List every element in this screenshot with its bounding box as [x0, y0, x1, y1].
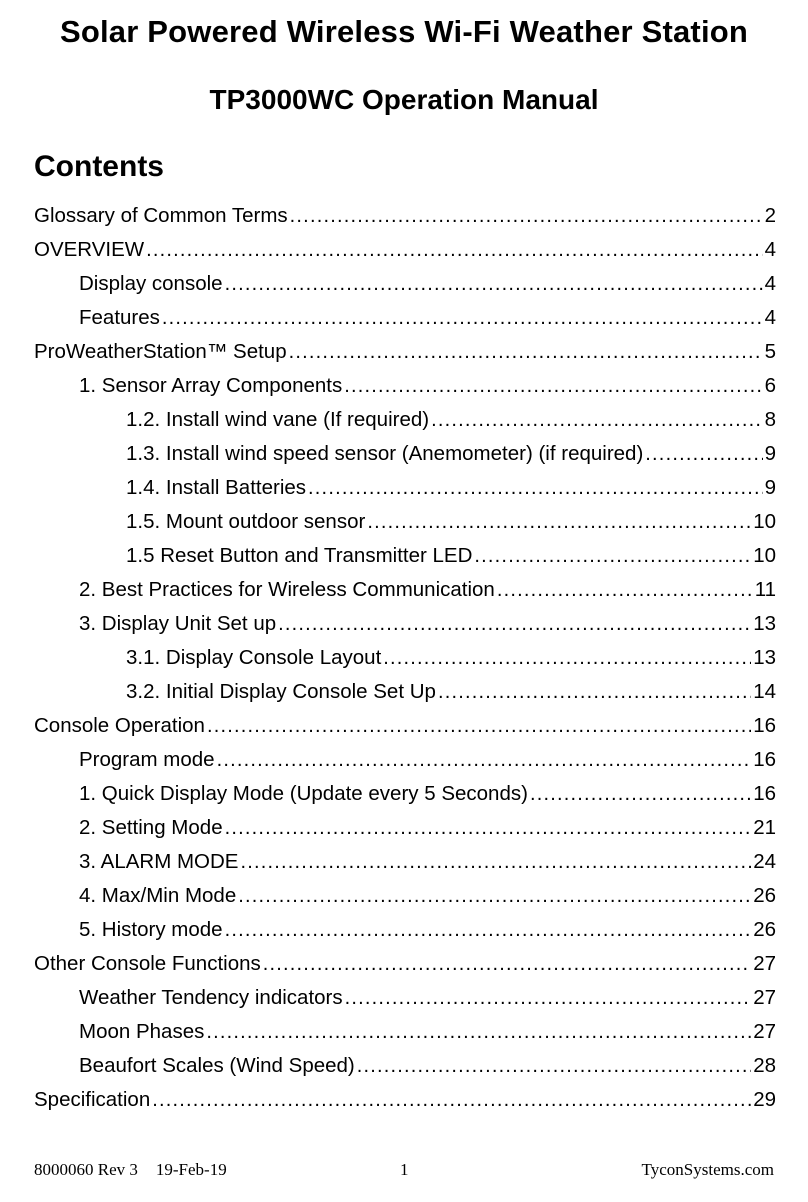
- toc-entry-page: 4: [764, 272, 776, 295]
- toc-entry-page: 2: [764, 204, 776, 227]
- toc-dot-leader: [497, 579, 753, 602]
- toc-dot-leader: [206, 1021, 751, 1044]
- toc-entry-page: 5: [764, 340, 776, 363]
- toc-dot-leader: [367, 511, 751, 534]
- toc-entry-title: Glossary of Common Terms: [34, 204, 288, 227]
- toc-entry-page: 4: [764, 238, 776, 261]
- toc-dot-leader: [431, 409, 762, 432]
- footer-company: TyconSystems.com: [641, 1160, 774, 1179]
- toc-dot-leader: [278, 613, 751, 636]
- toc-entry[interactable]: [34, 748, 776, 782]
- toc-entry-page: 21: [753, 816, 776, 839]
- toc-entry[interactable]: [34, 306, 776, 340]
- toc-entry[interactable]: [34, 1054, 776, 1088]
- toc-entry-page: 8: [764, 408, 776, 431]
- toc-entry-page: 11: [754, 578, 776, 601]
- document-title: Solar Powered Wireless Wi-Fi Weather Station: [59, 14, 749, 49]
- toc-entry-title: 3. Display Unit Set up: [79, 612, 277, 635]
- toc-entry-title: Display console: [79, 272, 223, 295]
- toc-entry-page: 13: [753, 646, 776, 669]
- toc-entry-title: 2. Setting Mode: [79, 816, 223, 839]
- toc-entry-title: 3.1. Display Console Layout: [126, 646, 382, 669]
- toc-dot-leader: [162, 307, 763, 330]
- toc-dot-leader: [207, 715, 751, 738]
- table-of-contents: [34, 204, 776, 1122]
- toc-entry[interactable]: [34, 442, 776, 476]
- toc-dot-leader: [225, 273, 763, 296]
- toc-dot-leader: [289, 341, 763, 364]
- toc-entry-title: Program mode: [79, 748, 215, 771]
- toc-entry-page: 4: [764, 306, 776, 329]
- toc-entry[interactable]: [34, 646, 776, 680]
- toc-entry-page: 16: [753, 748, 776, 771]
- toc-entry-title: Other Console Functions: [34, 952, 261, 975]
- toc-entry-title: Features: [79, 306, 160, 329]
- toc-entry-page: 27: [753, 986, 776, 1009]
- toc-entry[interactable]: [34, 1088, 776, 1122]
- toc-entry[interactable]: [34, 816, 776, 850]
- toc-entry[interactable]: [34, 238, 776, 272]
- toc-dot-leader: [290, 205, 763, 228]
- toc-entry-page: 27: [753, 952, 776, 975]
- toc-dot-leader: [225, 919, 752, 942]
- toc-dot-leader: [238, 885, 751, 908]
- toc-entry[interactable]: [34, 918, 776, 952]
- toc-entry-title: 2. Best Practices for Wireless Communication: [79, 578, 495, 601]
- toc-entry[interactable]: [34, 544, 776, 578]
- toc-entry-title: 1. Quick Display Mode (Update every 5 Seconds): [79, 782, 528, 805]
- toc-entry-title: 1.5 Reset Button and Transmitter LED: [126, 544, 473, 567]
- toc-entry-title: Console Operation: [34, 714, 205, 737]
- toc-entry-title: 3.2. Initial Display Console Set Up: [126, 680, 436, 703]
- toc-entry[interactable]: [34, 986, 776, 1020]
- document-subtitle: TP3000WC Operation Manual: [209, 84, 599, 115]
- toc-entry-page: 14: [753, 680, 776, 703]
- toc-dot-leader: [645, 443, 762, 466]
- toc-entry-title: ProWeatherStation™ Setup: [34, 340, 287, 363]
- toc-entry[interactable]: [34, 578, 776, 612]
- toc-entry-page: 29: [753, 1088, 776, 1111]
- toc-entry-title: OVERVIEW: [34, 238, 145, 261]
- toc-entry-title: 4. Max/Min Mode: [79, 884, 237, 907]
- toc-entry-page: 16: [753, 782, 776, 805]
- toc-entry-title: 1.4. Install Batteries: [126, 476, 307, 499]
- contents-heading: Contents: [34, 150, 164, 183]
- toc-entry[interactable]: [34, 204, 776, 238]
- toc-dot-leader: [344, 375, 762, 398]
- toc-entry[interactable]: [34, 408, 776, 442]
- toc-entry-page: 24: [753, 850, 776, 873]
- toc-entry-page: 26: [753, 918, 776, 941]
- toc-entry-title: 1.3. Install wind speed sensor (Anemometer) (if required): [126, 442, 644, 465]
- footer-doc-info: [34, 1160, 227, 1180]
- toc-entry[interactable]: [34, 884, 776, 918]
- toc-entry-page: 16: [753, 714, 776, 737]
- footer-page-number: 1: [400, 1160, 409, 1179]
- toc-dot-leader: [438, 681, 751, 704]
- toc-entry-title: 1.2. Install wind vane (If required): [126, 408, 430, 431]
- toc-dot-leader: [225, 817, 752, 840]
- toc-entry[interactable]: [34, 272, 776, 306]
- toc-entry-page: 10: [753, 544, 776, 567]
- toc-dot-leader: [345, 987, 752, 1010]
- toc-entry-title: Weather Tendency indicators: [79, 986, 343, 1009]
- toc-entry-title: 1.5. Mount outdoor sensor: [126, 510, 366, 533]
- toc-dot-leader: [146, 239, 762, 262]
- toc-entry[interactable]: [34, 782, 776, 816]
- footer-doc-number: 8000060 Rev 3: [34, 1160, 138, 1179]
- toc-dot-leader: [383, 647, 751, 670]
- page-footer: [34, 1160, 774, 1182]
- toc-entry[interactable]: [34, 476, 776, 510]
- toc-entry[interactable]: [34, 1020, 776, 1054]
- toc-dot-leader: [308, 477, 763, 500]
- toc-entry[interactable]: [34, 850, 776, 884]
- toc-entry[interactable]: [34, 680, 776, 714]
- toc-entry[interactable]: [34, 374, 776, 408]
- toc-entry-title: Specification: [34, 1088, 151, 1111]
- toc-dot-leader: [357, 1055, 751, 1078]
- toc-dot-leader: [152, 1089, 751, 1112]
- toc-entry-title: 3. ALARM MODE: [79, 850, 239, 873]
- toc-entry-page: 6: [764, 374, 776, 397]
- toc-entry[interactable]: [34, 952, 776, 986]
- toc-dot-leader: [530, 783, 751, 806]
- toc-entry-title: 1. Sensor Array Components: [79, 374, 343, 397]
- toc-entry-title: Beaufort Scales (Wind Speed): [79, 1054, 355, 1077]
- footer-date: 19-Feb-19: [155, 1160, 227, 1179]
- toc-entry-page: 26: [753, 884, 776, 907]
- toc-entry[interactable]: [34, 714, 776, 748]
- toc-dot-leader: [241, 851, 752, 874]
- toc-entry-page: 13: [753, 612, 776, 635]
- toc-entry[interactable]: [34, 340, 776, 374]
- toc-entry-page: 10: [753, 510, 776, 533]
- toc-entry-title: Moon Phases: [79, 1020, 205, 1043]
- toc-entry-page: 9: [764, 476, 776, 499]
- toc-dot-leader: [217, 749, 752, 772]
- toc-entry[interactable]: [34, 612, 776, 646]
- toc-entry[interactable]: [34, 510, 776, 544]
- toc-dot-leader: [474, 545, 751, 568]
- toc-dot-leader: [263, 953, 751, 976]
- toc-entry-title: 5. History mode: [79, 918, 223, 941]
- toc-entry-page: 27: [753, 1020, 776, 1043]
- toc-entry-page: 9: [764, 442, 776, 465]
- toc-entry-page: 28: [753, 1054, 776, 1077]
